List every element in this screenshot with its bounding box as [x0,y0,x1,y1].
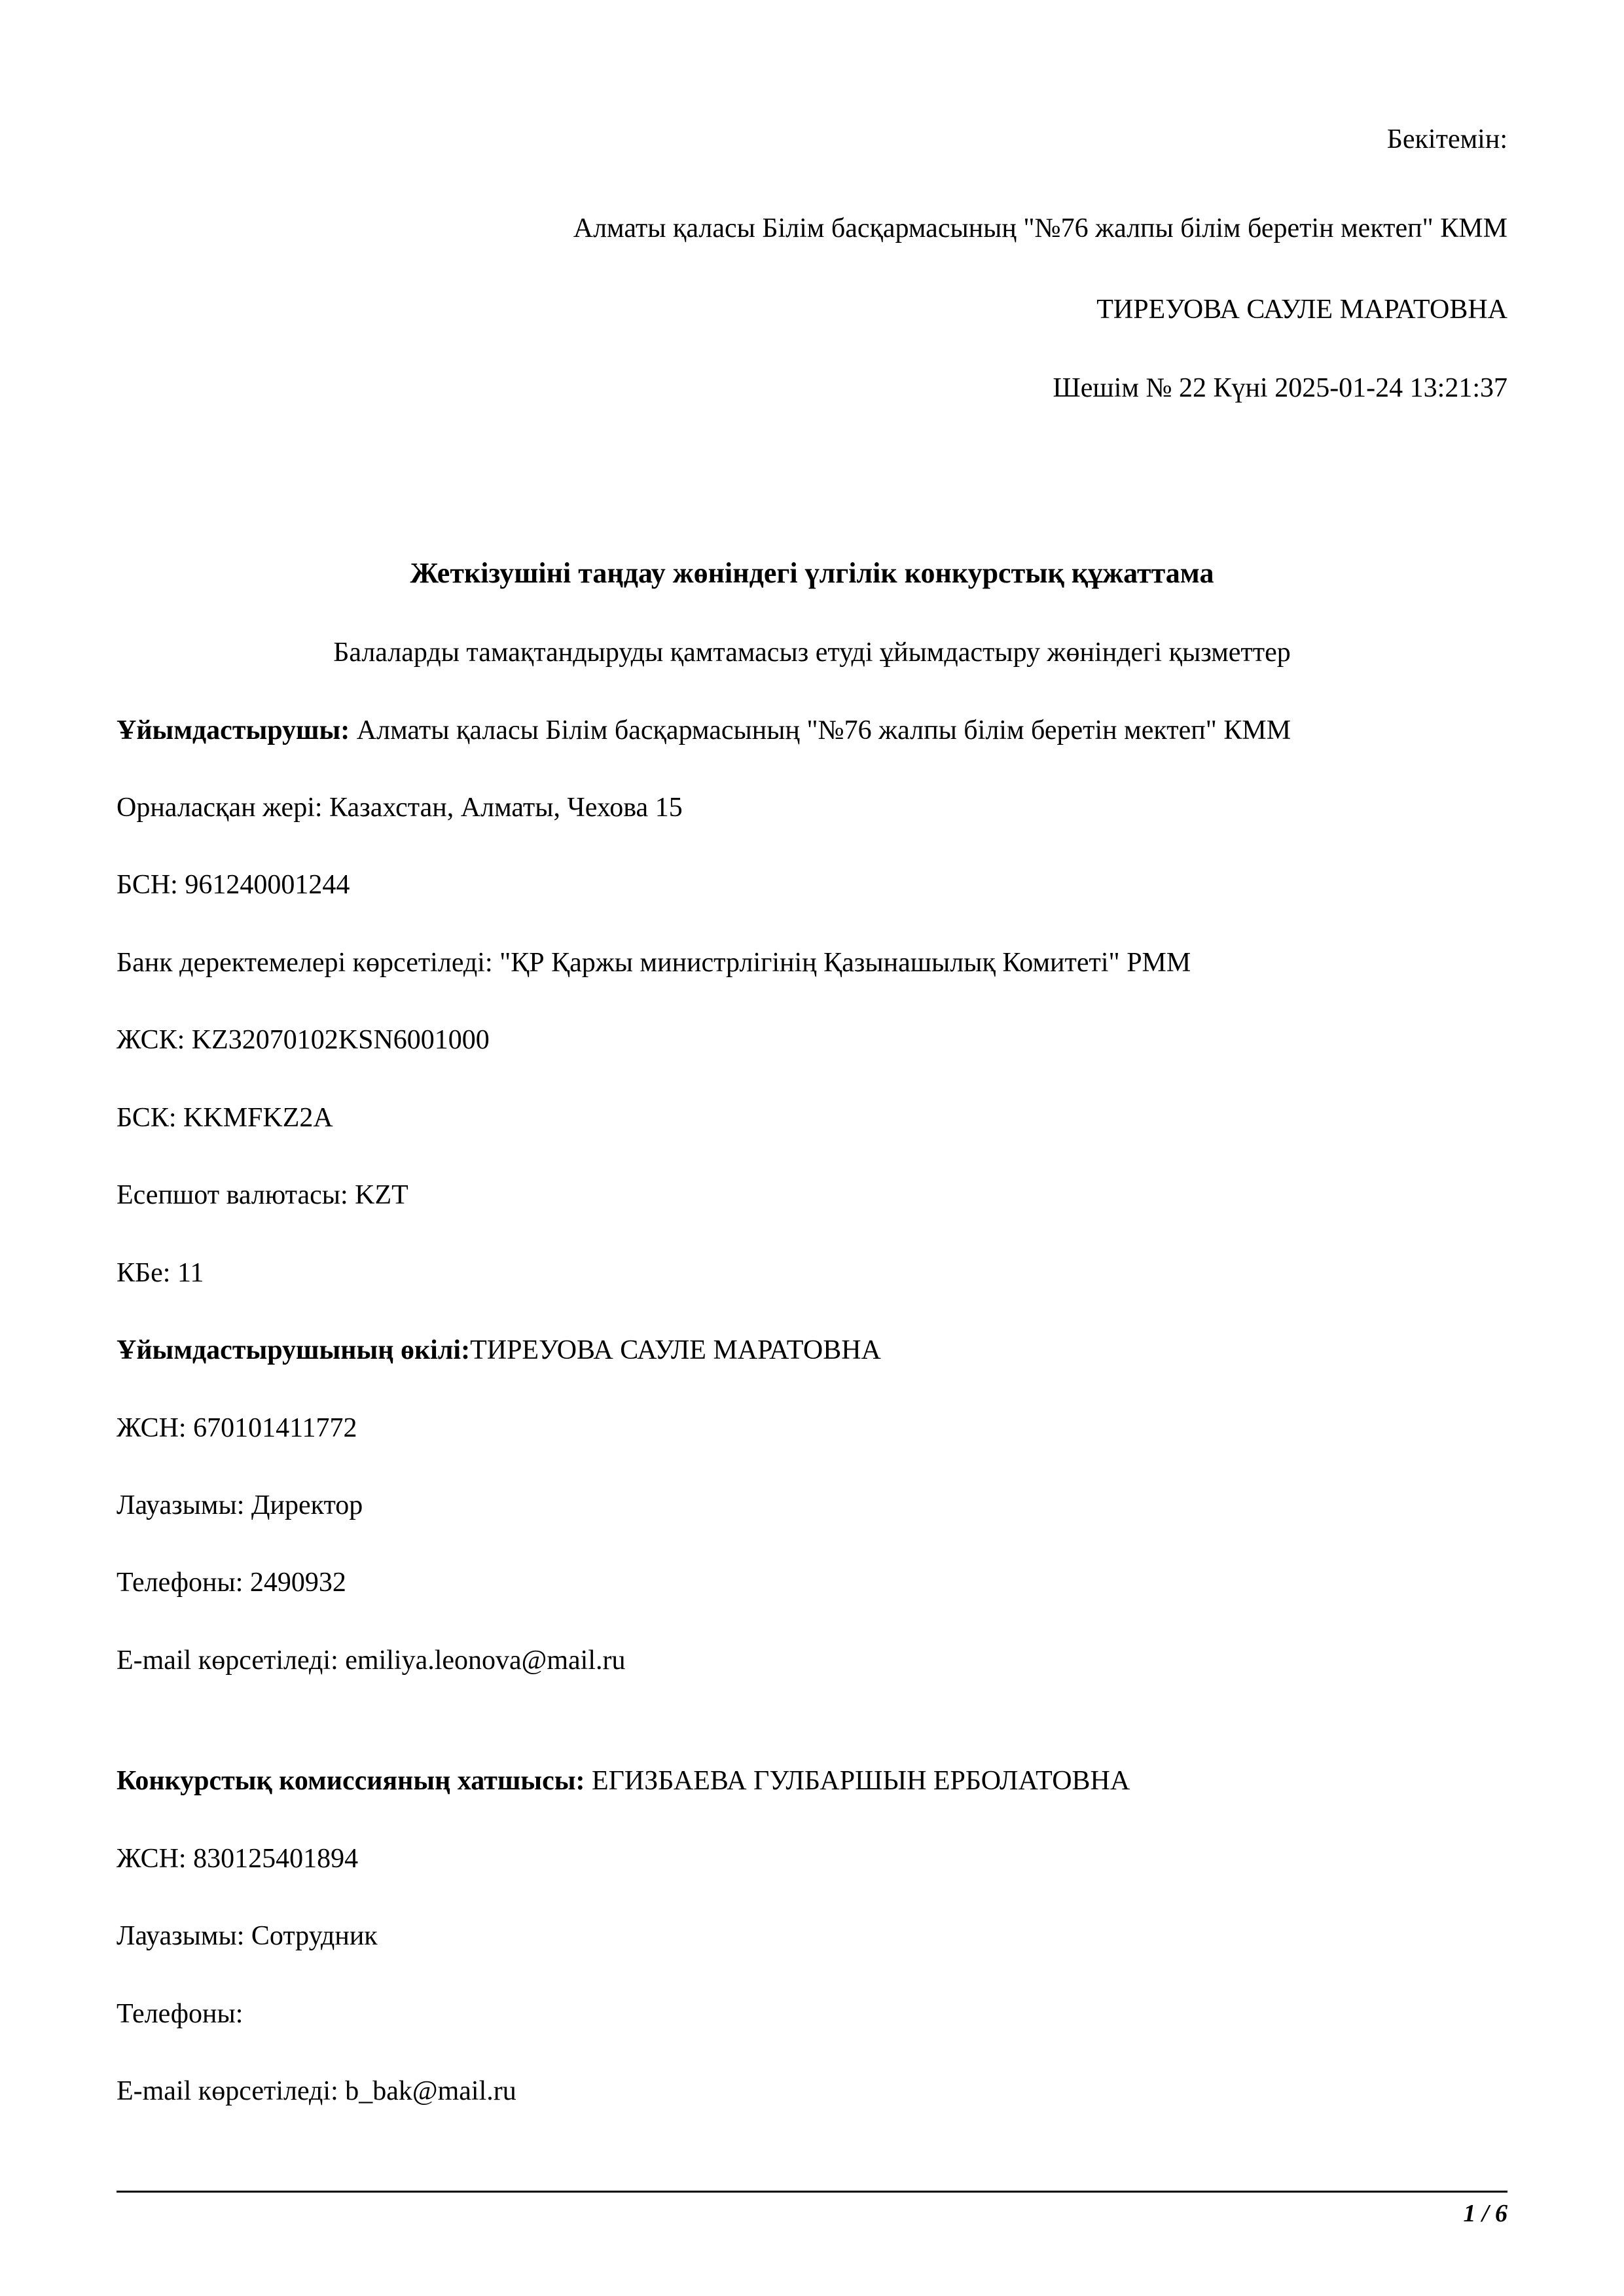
representative-email: E-mail көрсетіледі: emiliya.leonova@mail.ru [117,1645,626,1676]
approving-organization: Алматы қаласы Білім басқармасының "№76 жалпы білім беретін мектеп" КММ [573,213,1507,243]
section-spacer [117,1720,1507,1763]
organizer-kbe: КБе: 11 [117,1257,204,1288]
secretary-name: ЕГИЗБАЕВА ГУЛБАРШЫН ЕРБОЛАТОВНА [585,1766,1130,1797]
organizer-location: Орналасқан жері: Казахстан, Алматы, Чехова 15 [117,793,683,823]
representative-line [117,1333,1507,1369]
representative-iin: ЖСН: 670101411772 [117,1412,357,1443]
representative-phone: Телефоны: 2490932 [117,1568,346,1598]
organizer-line [117,713,1507,749]
page-subtitle: Балаларды тамақтандыруды қамтамасыз етуді ұйымдастыру жөніндегі қызметтер [333,637,1291,668]
representative-label: Ұйымдастырушының өкілі: [117,1335,471,1366]
secretary-iin: ЖСН: 830125401894 [117,1843,359,1874]
secretary-position: Лауазымы: Сотрудник [117,1921,378,1952]
secretary-email: E-mail көрсетіледі: b_bak@mail.ru [117,2076,516,2107]
page-title: Жеткізушіні таңдау жөніндегі үлгілік конкурстық құжаттама [410,556,1214,589]
approver-name: ТИРЕУОВА САУЛЕ МАРАТОВНА [1096,294,1507,325]
organizer-iban: ЖСК: KZ32070102KSN6001000 [117,1025,490,1056]
page-content [117,0,1507,2151]
secretary-phone: Телефоны: [117,1998,244,2029]
decision-number-and-date: Шешім № 22 Күні 2025-01-24 13:21:37 [1053,372,1507,403]
approval-header-block [117,0,1507,408]
organizer-account-currency: Есепшот валютасы: KZT [117,1180,408,1211]
organizer-bik: БСК: KKMFKZ2A [117,1102,333,1133]
organizer-bank-details: Банк деректемелері көрсетіледі: "ҚР Қаржы министрлігінің Қазынашылық Комитеті" РММ [117,947,1191,978]
organizer-bin: БСН: 961240001244 [117,870,350,901]
organizer-value: Алматы қаласы Білім басқармасының "№76 жалпы білім беретін мектеп" КММ [350,715,1291,745]
secretary-label: Конкурстық комиссияның хатшысы: [117,1766,585,1797]
representative-name: ТИРЕУОВА САУЛЕ МАРАТОВНА [470,1335,881,1366]
secretary-line [117,1763,1507,1799]
organizer-label: Ұйымдастырушы: [117,715,350,745]
page-footer [117,2191,1507,2228]
representative-position: Лауазымы: Директор [117,1490,363,1520]
document-body [117,713,1507,2110]
approval-label: Бекітемін: [1386,124,1507,154]
page-number: 1 / 6 [1463,2200,1507,2227]
